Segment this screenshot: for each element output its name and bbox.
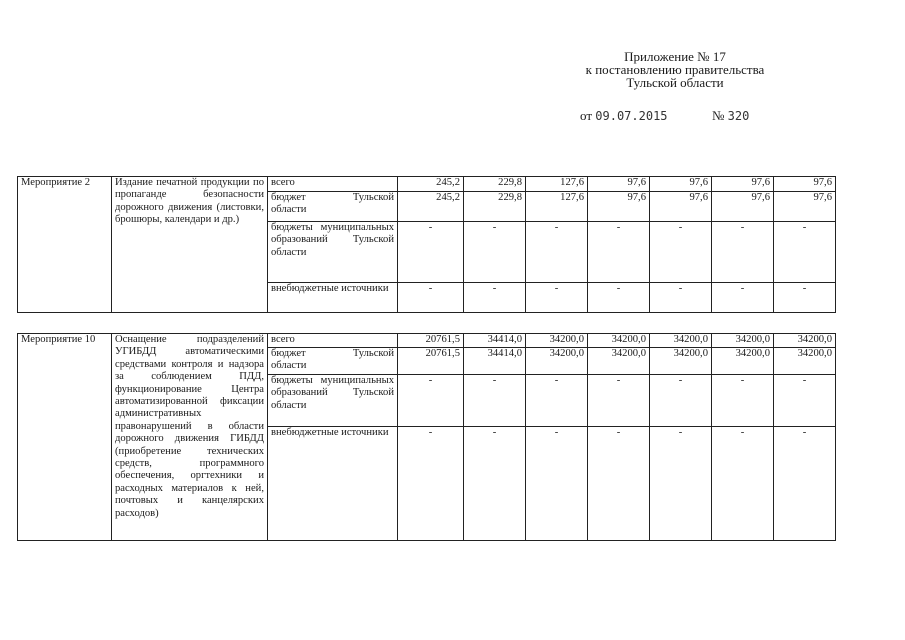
value-cell: 229,8	[464, 177, 526, 192]
value-cell: -	[526, 427, 588, 541]
value-cell: -	[650, 375, 712, 427]
value-cell: -	[588, 283, 650, 313]
number-prefix: №	[712, 108, 725, 123]
date-prefix: от	[580, 108, 593, 123]
value-cell: -	[464, 222, 526, 283]
value-cell: 34200,0	[712, 348, 774, 375]
value-cell: 245,2	[398, 177, 464, 192]
value-cell: -	[712, 427, 774, 541]
measure-description: Издание печатной продукции по пропаганде безопасности дорожного движения (листовки, брошюры, календари и др.)	[112, 177, 268, 313]
value-cell: -	[712, 375, 774, 427]
measure-name: Мероприятие 2	[18, 177, 112, 313]
value-cell: 97,6	[650, 192, 712, 222]
value-cell: -	[712, 283, 774, 313]
value-cell: 34200,0	[526, 334, 588, 348]
document-header	[560, 50, 790, 89]
table-row	[18, 334, 836, 348]
value-cell: 97,6	[588, 177, 650, 192]
source-label: всего	[268, 177, 398, 192]
value-cell: -	[464, 427, 526, 541]
value-cell: -	[774, 222, 836, 283]
source-label: бюджеты муниципальных образований Тульской области	[268, 222, 398, 283]
value-cell: -	[650, 283, 712, 313]
value-cell: -	[774, 427, 836, 541]
source-label: бюджеты муниципальных образований Тульской области	[268, 375, 398, 427]
value-cell: -	[774, 375, 836, 427]
measure-2-table	[17, 176, 836, 313]
value-cell: 97,6	[712, 177, 774, 192]
value-cell: -	[526, 375, 588, 427]
value-cell: 97,6	[712, 192, 774, 222]
value-cell: -	[774, 283, 836, 313]
value-cell: -	[588, 427, 650, 541]
value-cell: -	[650, 427, 712, 541]
date-value: 09.07.2015	[595, 109, 668, 123]
value-cell: 34200,0	[712, 334, 774, 348]
value-cell: 34200,0	[650, 334, 712, 348]
measure-10-table	[17, 333, 836, 541]
resolution-dateline	[580, 108, 749, 124]
value-cell: 34200,0	[526, 348, 588, 375]
appendix-region: Тульской области	[626, 75, 724, 90]
value-cell: -	[464, 375, 526, 427]
value-cell: 97,6	[774, 192, 836, 222]
value-cell: -	[588, 222, 650, 283]
value-cell: 20761,5	[398, 348, 464, 375]
value-cell: -	[398, 283, 464, 313]
value-cell: -	[650, 222, 712, 283]
value-cell: 34200,0	[588, 334, 650, 348]
value-cell: -	[398, 222, 464, 283]
source-label: бюджет Тульской области	[268, 348, 398, 375]
number-value: 320	[727, 109, 750, 123]
value-cell: -	[398, 427, 464, 541]
source-label: внебюджетные источники	[268, 427, 398, 541]
value-cell: -	[398, 375, 464, 427]
value-cell: 127,6	[526, 177, 588, 192]
source-label: бюджет Тульской области	[268, 192, 398, 222]
source-label: внебюджетные источники	[268, 283, 398, 313]
value-cell: 97,6	[774, 177, 836, 192]
value-cell: -	[712, 222, 774, 283]
value-cell: -	[588, 375, 650, 427]
value-cell: -	[464, 283, 526, 313]
value-cell: 34200,0	[650, 348, 712, 375]
value-cell: 34414,0	[464, 334, 526, 348]
measure-description: Оснащение подразделений УГИБДД автоматическими средствами контроля и надзора за соблюдением ПДД, функционирование Центра автоматизированной фиксации административных правонарушений в области дорожного движения ГИБДД (приобретение технических средств, программного обеспечения, оргтехники и расходных материалов к ней, почтовых и канцелярских расходов)	[112, 334, 268, 541]
appendix-title: Приложение № 17	[624, 49, 726, 64]
source-label: всего	[268, 334, 398, 348]
measure-name: Мероприятие 10	[18, 334, 112, 541]
value-cell: 245,2	[398, 192, 464, 222]
value-cell: 127,6	[526, 192, 588, 222]
table-row	[18, 177, 836, 192]
value-cell: -	[526, 283, 588, 313]
value-cell: 34200,0	[774, 348, 836, 375]
appendix-subtitle: к постановлению правительства	[585, 62, 765, 77]
value-cell: 34200,0	[588, 348, 650, 375]
value-cell: 229,8	[464, 192, 526, 222]
value-cell: -	[526, 222, 588, 283]
value-cell: 34414,0	[464, 348, 526, 375]
value-cell: 97,6	[588, 192, 650, 222]
value-cell: 20761,5	[398, 334, 464, 348]
value-cell: 97,6	[650, 177, 712, 192]
value-cell: 34200,0	[774, 334, 836, 348]
